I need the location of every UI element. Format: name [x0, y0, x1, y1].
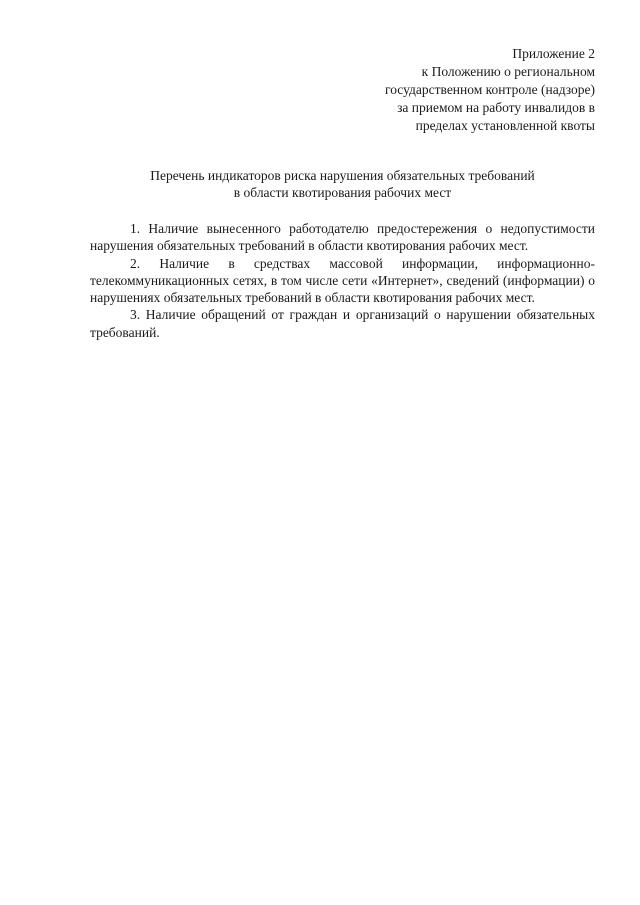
indicator-list — [90, 220, 595, 341]
indicator-item: 3. Наличие обращений от граждан и организаций о нарушении обязательных требований. — [90, 307, 595, 340]
indicator-item: 1. Наличие вынесенного работодателю предостережения о недопустимости нарушения обязательных требований в области квотирования рабочих мест. — [90, 221, 595, 254]
title-line: в области квотирования рабочих мест — [233, 185, 452, 200]
appendix-line: государственном контроле (надзоре) — [385, 82, 595, 97]
indicator-item: 2. Наличие в средствах массовой информации, информационно-телекоммуникационных сетях, в том числе сети «Интернет», сведений (информации) о нарушениях обязательных требований в области квотирования рабочих мест. — [90, 255, 595, 306]
appendix-line: Приложение 2 — [512, 46, 595, 61]
document-title — [90, 167, 595, 201]
appendix-header — [295, 45, 595, 135]
appendix-line: к Положению о региональном — [421, 64, 595, 79]
appendix-line: пределах установленной квоты — [415, 118, 595, 133]
title-line: Перечень индикаторов риска нарушения обязательных требований — [150, 168, 535, 183]
appendix-line: за приемом на работу инвалидов в — [397, 100, 595, 115]
